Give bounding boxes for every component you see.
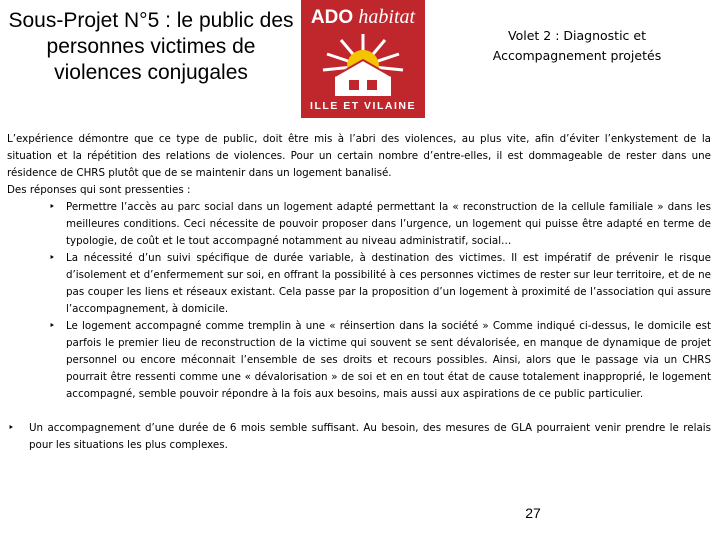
bullet-item [7, 318, 711, 403]
bullet-item [7, 250, 711, 318]
slide-title: Sous-Projet N°5 : le public des personnes victimes de violences conjugales [8, 9, 294, 84]
arrow-bullet-icon: ‣ [49, 201, 56, 213]
page-number: 27 [525, 505, 541, 521]
logo-script: habitat [358, 6, 416, 28]
arrow-bullet-icon: ‣ [49, 320, 56, 332]
volet-line-2: Accompagnement projetés [492, 48, 662, 63]
volet-line-1: Volet 2 : Diagnostic et [508, 28, 646, 43]
arrow-bullet-icon: ‣ [49, 252, 56, 264]
intro-paragraph: L’expérience démontre que ce type de public, doit être mis à l’abri des violences, au plus vite, afin d’éviter l’enkystement de la situation et la répétition des relations de violences. Pour un certain nombre d’entre-elles, il est dommageable de rester dans une résidence de CHRS plutôt que de se maintenir dans un logement banalisé. [7, 133, 711, 179]
final-bullet-text: Un accompagnement d’une durée de 6 mois semble suffisant. Au besoin, des mesures de GLA pourraient venir prendre le relais pour les situations les plus complexes. [29, 422, 711, 451]
ado-habitat-logo [301, 0, 425, 118]
logo-region: ILLE ET VILAINE [310, 100, 416, 112]
bullet-text: Le logement accompagné comme tremplin à une « réinsertion dans la société » Comme indiqué ci-dessus, le domicile est parfois le premier lieu de reconstruction de la victime qui souvent se sent dévalorisée, en manque de dynamique de projet personnel ou encore méconnait l’ensemble de ses droits et recours possibles. Ainsi, alors que le passage via un CHRS pourrait être ressenti comme une « dévalorisation » de soi et en en tout état de cause totalement inapproprié, le logement accompagné, semble pouvoir répondre à la fois aux besoins, mais aussi aux aspirations de ce public particulier. [66, 320, 711, 400]
responses-intro: Des réponses qui sont pressenties : [7, 184, 191, 196]
logo-wordmark [301, 6, 425, 29]
bullet-text: Permettre l’accès au parc social dans un logement adapté permettant la « reconstruction de la cellule familiale » dans les meilleures conditions. Ceci nécessite de pouvoir proposer dans l’urgence, un logement qui puisse être adapté en terme de typologie, de coût et le tout accompagné notamment au niveau administratif, social… [66, 201, 711, 247]
sun-house-icon [321, 30, 405, 98]
bullet-item [7, 199, 711, 250]
arrow-bullet-icon: ‣ [8, 422, 15, 434]
volet-header [452, 26, 702, 66]
logo-brand: ADO [310, 7, 354, 28]
body-text [7, 131, 711, 454]
final-bullet-item [7, 420, 711, 454]
bullet-text: La nécessité d’un suivi spécifique de durée variable, à destination des victimes. Il est impératif de prévenir le risque d’isolement et d’enfermement sur soi, en offrant la possibilité à ces personnes victimes de rester sur leur territoire, et de ne pas couper les liens et réseaux existant. Cela passe par la proposition d’un logement à proximité de l’association qui assure l’accompagnement, à domicile. [66, 252, 711, 315]
